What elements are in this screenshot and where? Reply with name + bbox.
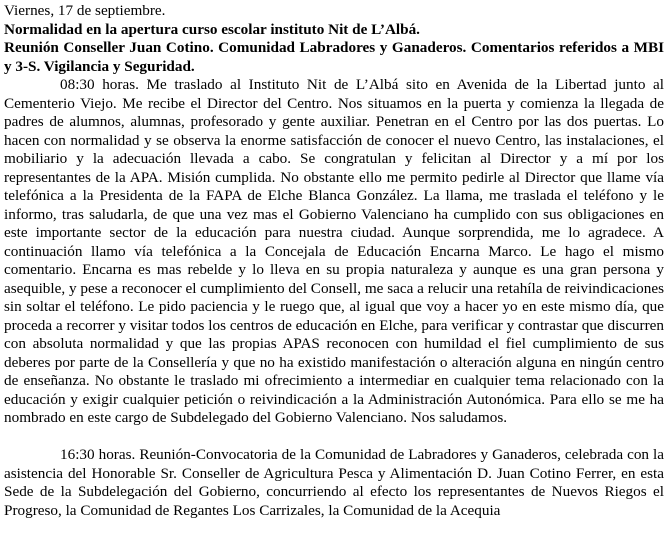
paragraph-morning-visit: 08:30 horas. Me traslado al Instituto Nit de L’Albá sito en Avenida de la Libertad junto al Cementerio Viejo. Me recibe el Director del Centro. Nos situamos en la puerta y comienza la llegada de padres de alumnos, alumnas, profesorado y gente auxiliar. Penetran en el Centro por las dos puertas. Lo hacen con normalidad y se observa la enorme satisfacción de conocer el nuevo Centro, las instalaciones, el mobiliario y la adecuación llevada a cabo. Se congratulan y felicitan al Director y a mí por los representantes de la APA. Misión cumplida. No obstante ello me permito pedirle al Director que llame vía telefónica a la Presidenta de la FAPA de Elche Blanca González. La llama, me traslada el teléfono y le informo, tras saludarla, de que una vez mas el Gobierno Valenciano ha cumplido con sus obligaciones en este importante sector de la educación para nuestra ciudad. Aunque sorprendida, me lo agradece. A continuación llamo vía telefónica a la Concejala de Educación Encarna Marco. Le hago el mismo comentario. Encarna es mas rebelde y lo lleva en su propia naturaleza y aunque es una gran persona y asequible, y pese a reconocer el cumplimiento del Consell, me saca a relucir una retahíla de reivindicaciones sin soltar el teléfono. Le pido paciencia y le ruego que, al igual que voy a hacer yo en este mismo día, que proceda a recorrer y visitar todos los centros de educación en Elche, para verificar y contrastar que discurren con absoluta normalidad y que las propias APAS reconocen con humildad el fiel cumplimiento de sus deberes por parte de la Consellería y que no ha existido manifestación o alteración alguna en ningún centro de enseñanza. No obstante le traslado mi ofrecimiento a intermediar en cualquier tema relacionado con la educación y exigir cualquier petición o reivindicación a la Administración Autonómica. Para ello se me ha nombrado en este cargo de Subdelegado del Gobierno Valenciano. Nos saludamos. [4, 76, 664, 426]
heading-meeting-conseller: Reunión Conseller Juan Cotino. Comunidad Labradores y Ganaderos. Comentarios referidos a MBI y 3-S. Vigilancia y Seguridad. [4, 39, 664, 75]
paragraph-afternoon-meeting: 16:30 horas. Reunión-Convocatoria de la Comunidad de Labradores y Ganaderos, celebrada con la asistencia del Honorable Sr. Conseller de Agricultura Pesca y Alimentación D. Juan Cotino Ferrer, en esta Sede de la Subdelegación del Gobierno, concurriendo al efecto los representantes de Nuevos Riegos el Progreso, la Comunidad de Regantes Los Carrizales, la Comunidad de la Acequia [4, 446, 664, 519]
heading-opening-school-year: Normalidad en la apertura curso escolar instituto Nit de L’Albá. [4, 20, 420, 38]
date-line: Viernes, 17 de septiembre. [4, 2, 166, 19]
